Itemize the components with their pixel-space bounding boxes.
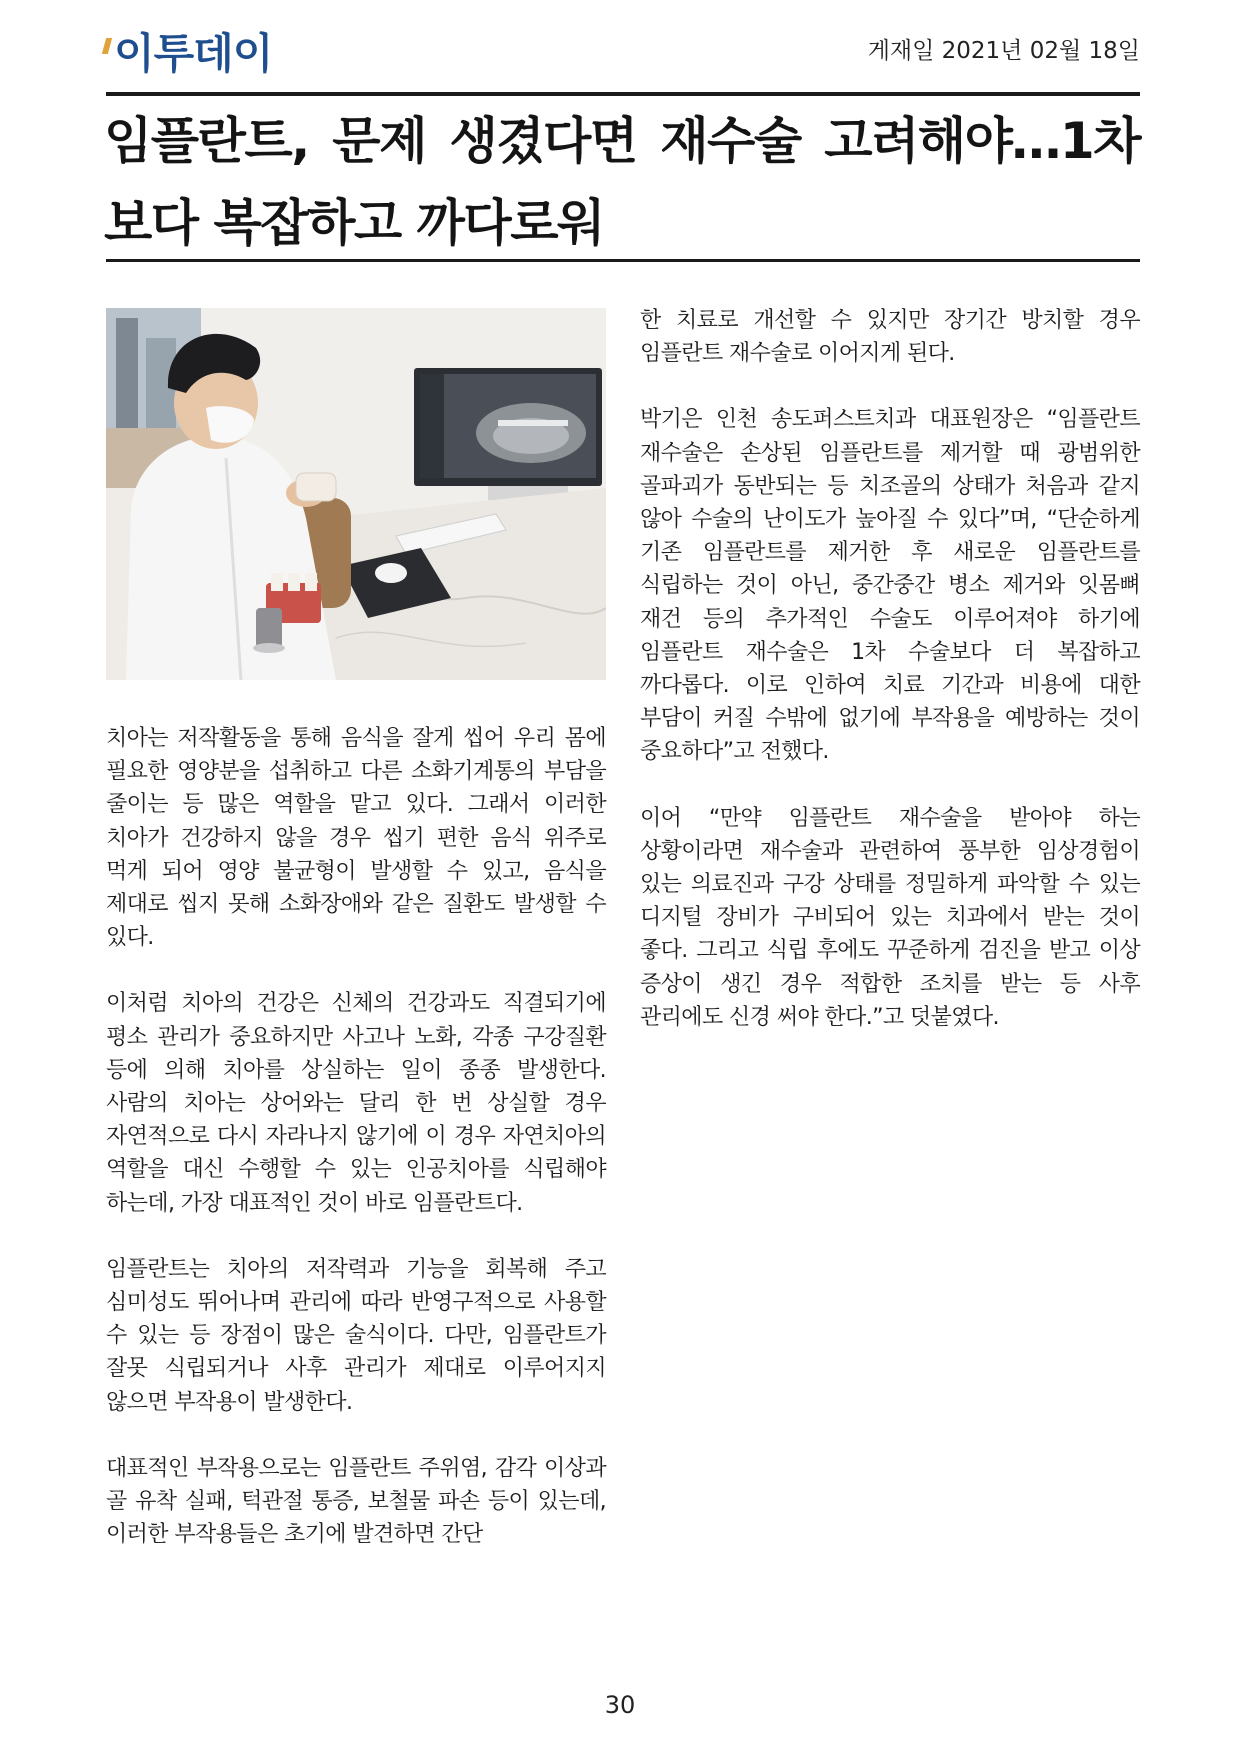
paragraph: 임플란트는 치아의 저작력과 기능을 회복해 주고 심미성도 뛰어나며 관리에 따라 반영구적으로 사용할 수 있는 등 장점이 많은 술식이다. 다만, 임플란트가 잘못 식립되거나 사후 관리가 제대로 이루어지지 않으면 부작용이 발생한다. xyxy=(106,1256,606,1415)
right-text-column xyxy=(640,304,1140,1067)
dentist-photo-illustration xyxy=(106,308,606,680)
logo-accent-mark xyxy=(102,38,112,54)
paragraph: 이처럼 치아의 건강은 신체의 건강과도 직결되기에 평소 관리가 중요하지만 사고나 노화, 각종 구강질환 등에 의해 치아를 상실하는 일이 종종 발생한다. 사람의 치아는 상어와는 달리 한 번 상실할 경우 자연적으로 다시 자라나지 않기에 이 경우 자연치아의 역할을 대신 수행할 수 있는 인공치아를 식립해야 하는데, 가장 대표적인 것이 바로 임플란트다. xyxy=(106,991,606,1216)
left-text-column xyxy=(106,722,606,1584)
article-headline: 임플란트, 문제 생겼다면 재수술 고려해야…1차 보다 복잡하고 까다로워 xyxy=(104,112,1140,252)
page-number: 30 xyxy=(604,1691,636,1719)
paragraph: 박기은 인천 송도퍼스트치과 대표원장은 “임플란트 재수술은 손상된 임플란트를 제거할 때 광범위한 골파괴가 동반되는 등 치조골의 상태가 처음과 같지 않아 수술의 난이도가 높아질 수 있다”며, “단순하게 기존 임플란트를 제거한 후 새로운 임플란트를 식립하는 것이 아닌, 중간중간 병소 제거와 잇몸뼈 재건 등의 추가적인 수술도 이루어져야 하기에 임플란트 재수술은 1차 수술보다 더 복잡하고 까다롭다. 이로 인하여 치료 기간과 비용에 대한 부담이 커질 수밖에 없기에 부작용을 예방하는 것이 중요하다”고 전했다. xyxy=(640,407,1140,765)
newspaper-logo xyxy=(104,26,272,82)
top-divider xyxy=(106,92,1140,96)
logo-text: 이투데이 xyxy=(114,29,273,78)
article-photo xyxy=(106,308,606,680)
paragraph: 한 치료로 개선할 수 있지만 장기간 방치할 경우 임플란트 재수술로 이어지게 된다. xyxy=(640,308,1140,367)
headline-divider xyxy=(106,259,1140,262)
publish-date: 게재일 2021년 02월 18일 xyxy=(867,38,1140,64)
paragraph: 치아는 저작활동을 통해 음식을 잘게 씹어 우리 몸에 필요한 영양분을 섭취하고 다른 소화기계통의 부담을 줄이는 등 많은 역할을 맡고 있다. 그래서 이러한 치아가 건강하지 않을 경우 씹기 편한 음식 위주로 먹게 되어 영양 불균형이 발생할 수 있고, 음식을 제대로 씹지 못해 소화장애와 같은 질환도 발생할 수 있다. xyxy=(106,726,606,951)
paragraph: 이어 “만약 임플란트 재수술을 받아야 하는 상황이라면 재수술과 관련하여 풍부한 임상경험이 있는 의료진과 구강 상태를 정밀하게 파악할 수 있는 디지털 장비가 구비되어 있는 치과에서 받는 것이 좋다. 그리고 식립 후에도 꾸준하게 검진을 받고 이상 증상이 생긴 경우 적합한 조치를 받는 등 사후 관리에도 신경 써야 한다.”고 덧붙였다. xyxy=(640,805,1140,1030)
paragraph: 대표적인 부작용으로는 임플란트 주위염, 감각 이상과 골 유착 실패, 턱관절 통증, 보철물 파손 등이 있는데, 이러한 부작용들은 초기에 발견하면 간단 xyxy=(106,1455,606,1548)
